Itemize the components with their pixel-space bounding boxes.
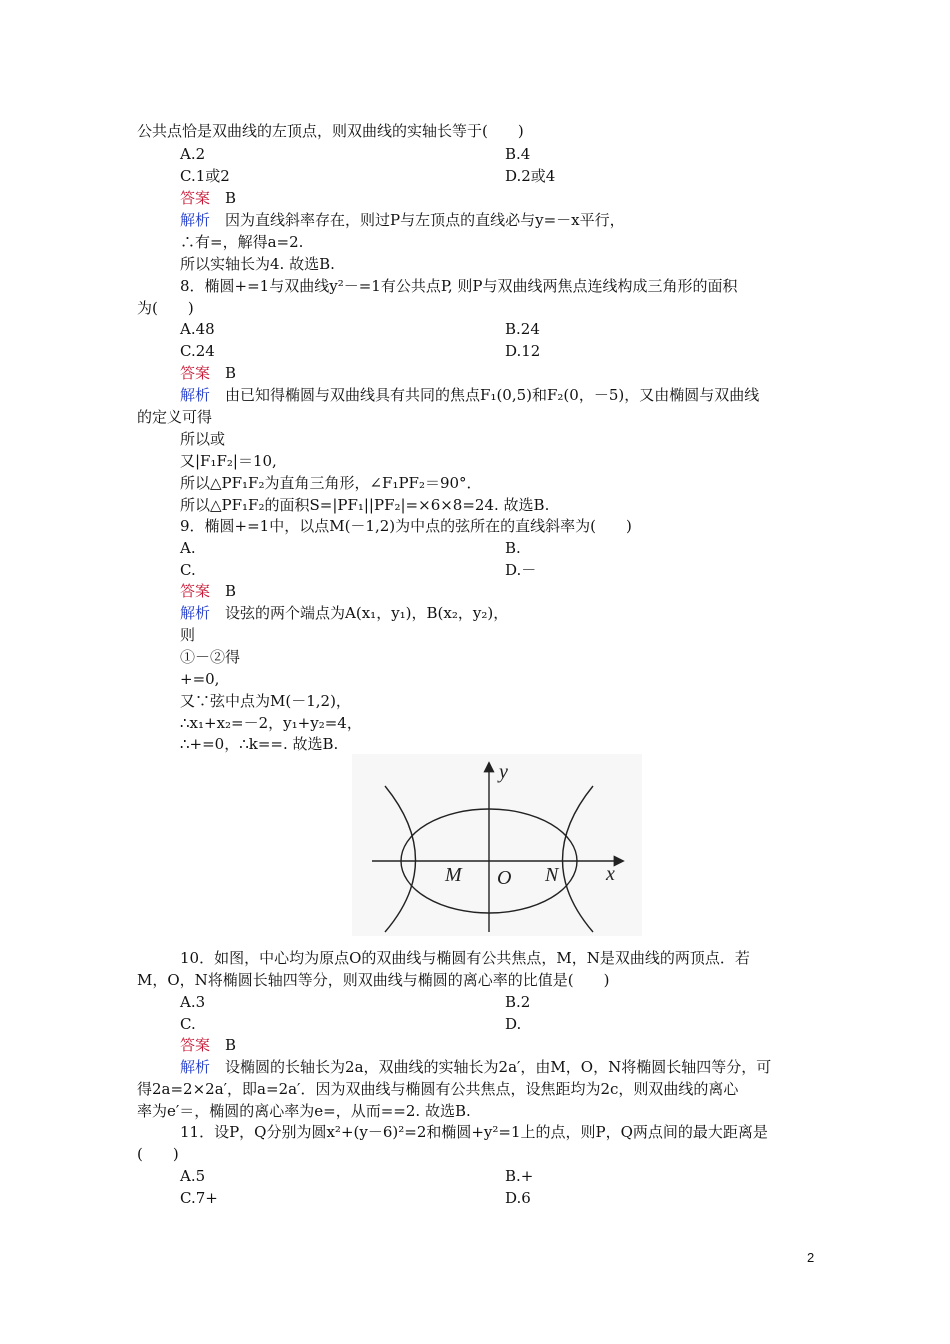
q8-analysis-line-3: 所以或: [180, 430, 226, 448]
x-axis-label: x: [606, 863, 615, 885]
figure-background: [352, 754, 642, 936]
answer-label: 答案: [180, 582, 211, 600]
answer-label: 答案: [180, 1036, 211, 1054]
q10-option-c: C.: [180, 1015, 196, 1033]
q7-analysis-line-1: [180, 210, 625, 230]
q9-analysis-line-5: 又∵弦中点为M(－1,2)，: [180, 692, 351, 710]
q8-analysis-line-1: [180, 385, 759, 405]
q8-stem-line-1: 8．椭圆+=1与双曲线y²－=1有公共点P, 则P与双曲线两焦点连线构成三角形的面积: [180, 277, 738, 295]
q10-analysis-line-1: [180, 1057, 771, 1077]
q7-stem: 公共点恰是双曲线的左顶点，则双曲线的实轴长等于( ): [137, 122, 524, 140]
q8-option-d: D.12: [505, 342, 541, 360]
q10-stem-line-1: 10．如图，中心均为原点O的双曲线与椭圆有公共焦点，M，N是双曲线的两顶点．若: [180, 949, 750, 967]
q9-analysis-line-7: ∴+=0，∴k==. 故选B.: [180, 735, 339, 753]
y-axis-label: y: [499, 761, 508, 783]
q8-analysis-line-2: 的定义可得: [137, 408, 213, 426]
q10-option-b: B.2: [505, 993, 531, 1011]
point-m-label: M: [445, 864, 462, 886]
q10-analysis-line-2: 得2a=2×2a′，即a=2a′．因为双曲线与椭圆有公共焦点，设焦距均为2c，则双曲线的离心: [137, 1080, 739, 1098]
q8-analysis-line-4: 又|F₁F₂|＝10,: [180, 452, 277, 470]
q9-analysis-line-6: ∴x₁+x₂=－2，y₁+y₂=4，: [180, 714, 362, 732]
q9-analysis-line-1: [180, 603, 508, 623]
q7-option-c: C.1或2: [180, 167, 230, 185]
q7-option-b: B.4: [505, 145, 531, 163]
q8-analysis-line-5: 所以△PF₁F₂为直角三角形，∠F₁PF₂＝90°．: [180, 474, 482, 492]
q11-stem-line-2: ( ): [137, 1145, 179, 1163]
q10-analysis-line-3: 率为e′＝，椭圆的离心率为e=，从而==2. 故选B.: [137, 1102, 471, 1120]
analysis-text: 设椭圆的长轴长为2a，双曲线的实轴长为2a′，由M，O，N将椭圆长轴四等分，可: [225, 1058, 772, 1076]
q8-stem-line-2: 为( ): [137, 299, 194, 317]
q8-option-b: B.24: [505, 320, 540, 338]
analysis-text: 由已知得椭圆与双曲线具有共同的焦点F₁(0,5)和F₂(0，－5)，又由椭圆与双曲线: [225, 386, 760, 404]
analysis-label: 解析: [180, 386, 211, 404]
answer-value: B: [225, 582, 237, 600]
q9-option-d: D.－: [505, 561, 537, 579]
q7-option-d: D.2或4: [505, 167, 556, 185]
analysis-text: 设弦的两个端点为A(x₁，y₁)，B(x₂，y₂)，: [225, 604, 509, 622]
q9-option-c: C.: [180, 561, 196, 579]
q10-answer: [180, 1035, 236, 1055]
q7-analysis-line-3: 所以实轴长为4. 故选B.: [180, 255, 335, 273]
q8-option-a: A.48: [180, 320, 215, 338]
q9-analysis-line-3: ①－②得: [180, 648, 241, 666]
q9-analysis-line-2: 则: [180, 626, 196, 644]
answer-value: B: [225, 1036, 237, 1054]
q8-answer: [180, 363, 236, 383]
analysis-label: 解析: [180, 211, 211, 229]
q7-analysis-line-2: ∴有=，解得a=2.: [180, 233, 304, 251]
q7-option-a: A.2: [180, 145, 206, 163]
q11-option-a: A.5: [180, 1167, 206, 1185]
q8-analysis-line-6: 所以△PF₁F₂的面积S=|PF₁||PF₂|=×6×8=24. 故选B.: [180, 496, 550, 514]
analysis-label: 解析: [180, 1058, 211, 1076]
answer-label: 答案: [180, 189, 211, 207]
q11-option-c: C.7+: [180, 1189, 218, 1207]
point-n-label: N: [545, 864, 559, 886]
q9-analysis-line-4: +=0,: [180, 670, 220, 688]
answer-value: B: [225, 189, 237, 207]
answer-value: B: [225, 364, 237, 382]
q11-option-d: D.6: [505, 1189, 531, 1207]
origin-o-label: O: [497, 867, 512, 889]
ellipse-hyperbola-figure: [352, 754, 642, 936]
q9-answer: [180, 581, 236, 601]
q9-option-b: B.: [505, 539, 521, 557]
page-number: 2: [807, 1250, 815, 1265]
q9-option-a: A.: [180, 539, 196, 557]
q11-stem-line-1: 11．设P，Q分别为圆x²+(y－6)²=2和椭圆+y²=1上的点，则P，Q两点间的最大距离是: [180, 1123, 768, 1141]
analysis-text: 因为直线斜率存在，则过P与左顶点的直线必与y=－x平行，: [225, 211, 625, 229]
q9-stem: 9．椭圆+=1中，以点M(－1,2)为中点的弦所在的直线斜率为( ): [180, 517, 632, 535]
q10-stem-line-2: M，O，N将椭圆长轴四等分，则双曲线与椭圆的离心率的比值是( ): [137, 971, 610, 989]
answer-label: 答案: [180, 364, 211, 382]
q7-answer: [180, 188, 236, 208]
q11-option-b: B.+: [505, 1167, 534, 1185]
q10-option-d: D.: [505, 1015, 522, 1033]
analysis-label: 解析: [180, 604, 211, 622]
q8-option-c: C.24: [180, 342, 215, 360]
q10-option-a: A.3: [180, 993, 206, 1011]
